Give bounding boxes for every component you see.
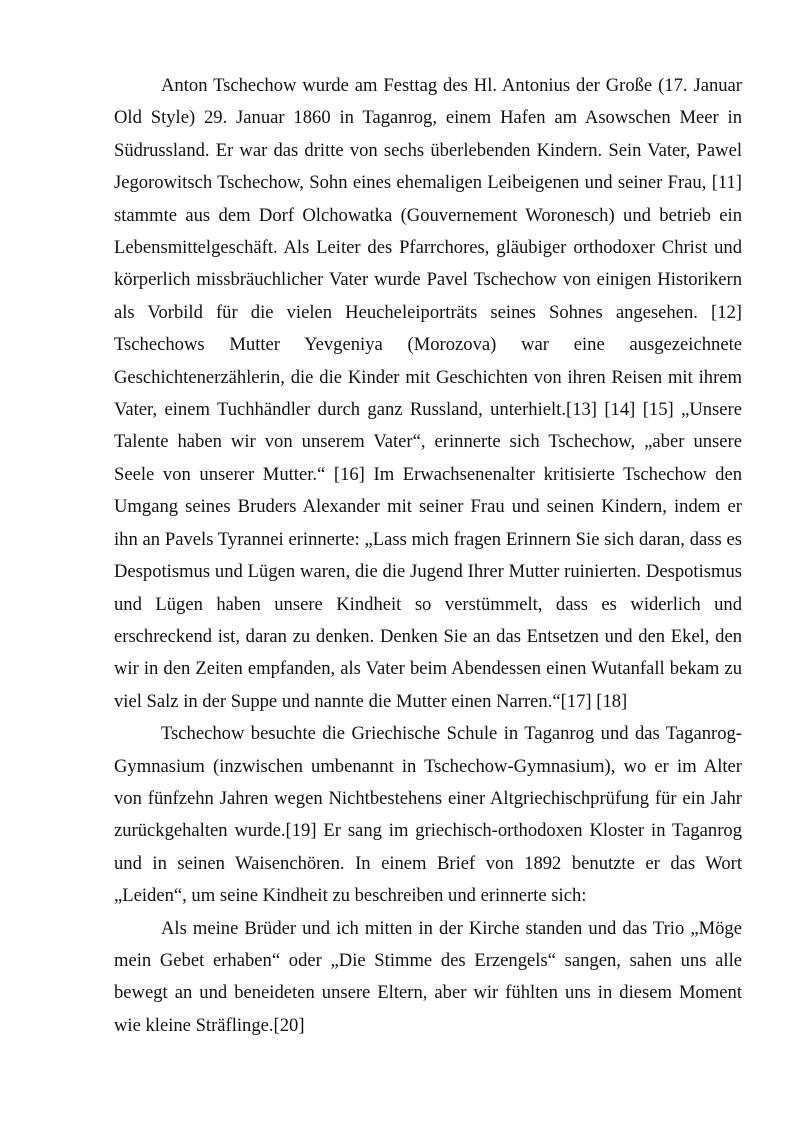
paragraph-quote-choir: Als meine Brüder und ich mitten in der Kirche standen und das Trio „Möge mein Gebet erhaben“ oder „Die Stimme des Erzengels“ sangen, sahen uns alle bewegt an und beneideten unsere Eltern, aber wir fühlten uns in diesem Moment wie kleine Sträflinge.[20] xyxy=(114,917,742,1036)
paragraph-school: Tschechow besuchte die Griechische Schule in Taganrog und das Taganrog-Gymnasium (inzwischen umbenannt in Tschechow-Gymnasium), wo er im Alter von fünfzehn Jahren wegen Nichtbestehens einer Altgriechischprüfung für ein Jahr zurückgehalten wurde.[19] Er sang im griechisch-orthodoxen Kloster in Taganrog und in seinen Waisenchören. In einem Brief von 1892 benutzte er das Wort „Leiden“, um seine Kindheit zu beschreiben und erinnerte sich: xyxy=(114,723,742,907)
document-page xyxy=(114,70,742,1042)
paragraph-childhood-family: Anton Tschechow wurde am Festtag des Hl. Antonius der Große (17. Januar Old Style) 29. Januar 1860 in Taganrog, einem Hafen am Asowschen Meer in Südrussland. Er war das dritte von sechs überlebenden Kindern. Sein Vater, Pawel Jegorowitsch Tschechow, Sohn eines ehemaligen Leibeigenen und seiner Frau, [11] stammte aus dem Dorf Olchowatka (Gouvernement Woronesch) und betrieb ein Lebensmittelgeschäft. Als Leiter des Pfarrchores, gläubiger orthodoxer Christ und körperlich missbräuchlicher Vater wurde Pavel Tschechow von einigen Historikern als Vorbild für die vielen Heucheleiporträts seines Sohnes angesehen. [12] Tschechows Mutter Yevgeniya (Morozova) war eine ausgezeichnete Geschichtenerzählerin, die die Kinder mit Geschichten von ihren Reisen mit ihrem Vater, einem Tuchhändler durch ganz Russland, unterhielt.[13] [14] [15] „Unsere Talente haben wir von unserem Vater“, erinnerte sich Tschechow, „aber unsere Seele von unserer Mutter.“ [16] Im Erwachsenenalter kritisierte Tschechow den Umgang seines Bruders Alexander mit seiner Frau und seinen Kindern, indem er ihn an Pavels Tyrannei erinnerte: „Lass mich fragen Erinnern Sie sich daran, dass es Despotismus und Lügen waren, die die Jugend Ihrer Mutter ruinierten. Despotismus und Lügen haben unsere Kindheit so verstümmelt, dass es widerlich und erschreckend ist, daran zu denken. Denken Sie an das Entsetzen und den Ekel, den wir in den Zeiten empfanden, als Vater beim Abendessen einen Wutanfall bekam zu viel Salz in der Suppe und nannte die Mutter einen Narren.“[17] [18] xyxy=(114,75,742,712)
